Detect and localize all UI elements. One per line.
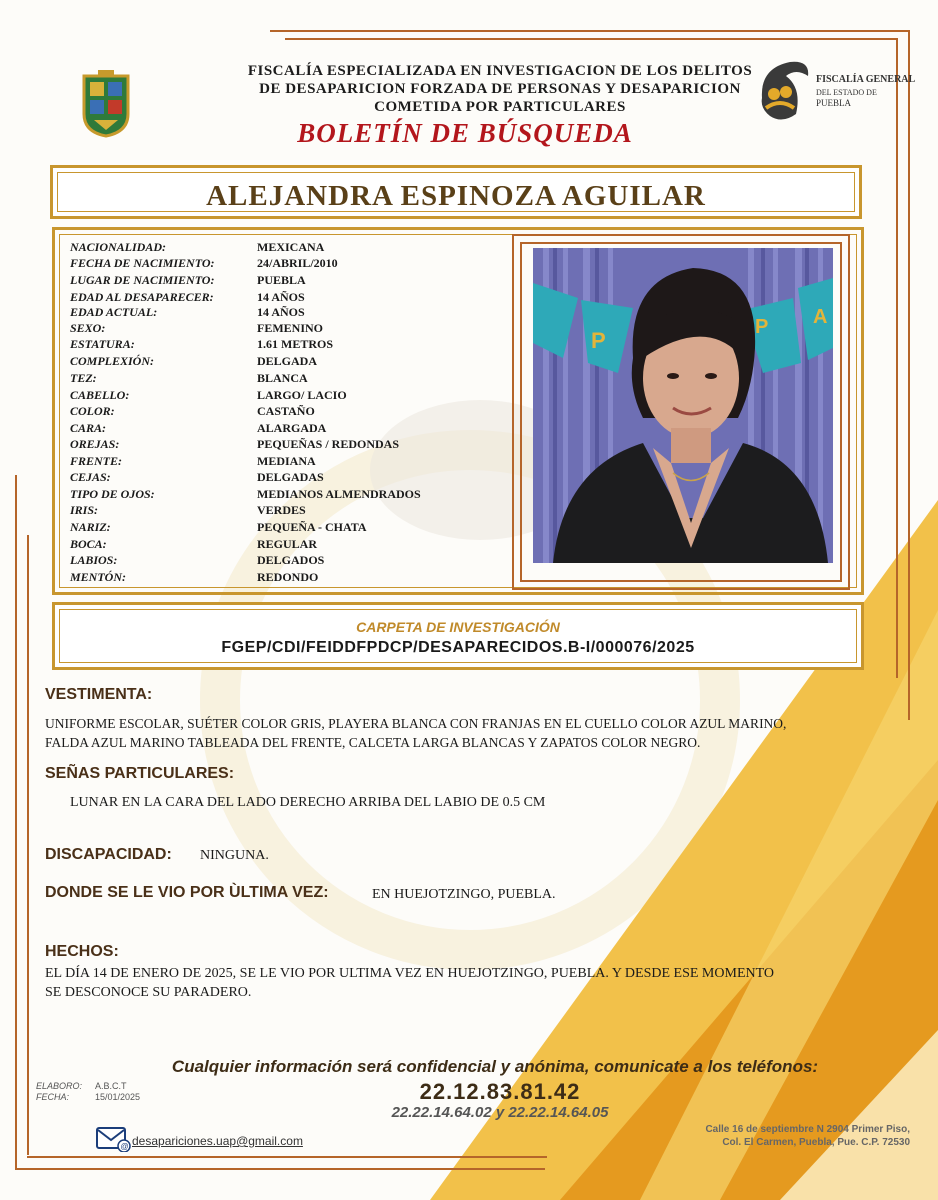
photo-frame-right: [848, 234, 850, 590]
case-file-label: CARPETA DE INVESTIGACIÓN: [356, 619, 560, 635]
fiscalia-logo: [756, 58, 916, 128]
field-value: FEMENINO: [257, 321, 323, 335]
case-file-number: FGEP/CDI/FEIDDFPDCP/DESAPARECIDOS.B-I/000076/2025: [221, 639, 695, 656]
header-line-1: FISCALÍA ESPECIALIZADA EN INVESTIGACION DE LOS DELITOS: [247, 63, 753, 79]
clothing-line-2: FALDA AZUL MARINO TABLEADA DEL FRENTE, CALCETA LARGA BLANCAS Y ZAPATOS COLOR NEGRO.: [45, 735, 701, 750]
photo-illustration: [533, 248, 833, 563]
field-label: LUGAR DE NACIMIENTO:: [70, 273, 215, 287]
elaboro-label: ELABORO:: [36, 1081, 83, 1091]
disability-value: NINGUNA.: [200, 848, 269, 863]
frame-bottom-line-2: [27, 1156, 547, 1158]
field-label: TIPO DE OJOS:: [70, 487, 155, 501]
clothing-line-1: UNIFORME ESCOLAR, SUÉTER COLOR GRIS, PLAYERA BLANCA CON FRANJAS EN EL CUELLO COLOR AZUL MARINO,: [45, 716, 787, 731]
last-seen-heading: DONDE SE LE VIO POR ÙLTIMA VEZ:: [45, 884, 329, 901]
field-value: 14 AÑOS: [257, 290, 305, 304]
frame-top-line-2: [285, 38, 897, 40]
field-label: FRENTE:: [70, 454, 123, 468]
field-label: SEXO:: [70, 321, 106, 335]
photo-frame-top: [512, 234, 848, 236]
main-phone[interactable]: 22.12.83.81.42: [419, 1079, 581, 1104]
name-box: [50, 165, 862, 219]
disability-heading: DISCAPACIDAD:: [45, 846, 172, 863]
header-line-2: DE DESAPARICION FORZADA DE PERSONAS Y DESAPARICION: [259, 81, 741, 97]
address-line-1: Calle 16 de septiembre N 2904 Primer Piso,: [705, 1124, 910, 1135]
elaboro-value: A.B.C.T: [95, 1081, 127, 1091]
photo-frame-left: [512, 234, 514, 590]
email-icon: [95, 1126, 131, 1152]
field-value: MEDIANA: [257, 454, 316, 468]
frame-left-line-2: [27, 535, 29, 1155]
banner-letter-p1: P: [591, 328, 606, 353]
frame-left-line: [15, 475, 17, 1170]
field-value: ALARGADA: [257, 421, 327, 435]
fecha-value: 15/01/2025: [95, 1092, 141, 1102]
facts-heading: HECHOS:: [45, 943, 119, 960]
field-value: BLANCA: [257, 371, 308, 385]
case-file-box: [52, 602, 864, 670]
field-value: CASTAÑO: [257, 404, 315, 418]
field-value: REDONDO: [257, 570, 319, 584]
photo-frame-top-2: [520, 242, 840, 244]
field-value: 1.61 METROS: [257, 337, 334, 351]
logo-line-3: PUEBLA: [816, 98, 852, 108]
field-label: COMPLEXIÓN:: [70, 354, 155, 368]
field-value: PEQUEÑAS / REDONDAS: [257, 437, 400, 451]
photo-frame-right-2: [840, 242, 842, 582]
person-name: ALEJANDRA ESPINOZA AGUILAR: [206, 180, 706, 212]
photo-frame-bottom-2: [520, 580, 842, 582]
field-value: PUEBLA: [257, 273, 306, 287]
distinguishing-marks-heading: SEÑAS PARTICULARES:: [45, 765, 235, 782]
logo-line-1: FISCALÍA GENERAL: [816, 74, 916, 85]
banner-letter-p2: P: [755, 316, 769, 338]
field-label: FECHA DE NACIMIENTO:: [70, 256, 215, 270]
field-label: NARIZ:: [70, 520, 111, 534]
field-value: VERDES: [257, 503, 306, 517]
field-value: DELGADAS: [257, 470, 324, 484]
frame-right-line-2: [896, 38, 898, 678]
last-seen-value: EN HUEJOTZINGO, PUEBLA.: [372, 887, 556, 902]
field-value: LARGO/ LACIO: [257, 388, 347, 402]
photo-frame-left-2: [520, 242, 522, 582]
field-label: COLOR:: [70, 404, 115, 418]
field-value: REGULAR: [257, 537, 318, 551]
photo-frame-bottom: [512, 588, 850, 590]
field-label: EDAD ACTUAL:: [70, 305, 158, 319]
field-label: LABIOS:: [70, 553, 118, 567]
field-label: TEZ:: [70, 371, 97, 385]
field-label: CARA:: [70, 421, 107, 435]
field-value: MEDIANOS ALMENDRADOS: [257, 487, 421, 501]
frame-right-line: [908, 30, 910, 720]
distinguishing-marks-text: LUNAR EN LA CARA DEL LADO DERECHO ARRIBA DEL LABIO DE 0.5 CM: [70, 795, 546, 810]
email-link[interactable]: desapariciones.uap@gmail.com: [132, 1134, 303, 1148]
header-line-3: COMETIDA POR PARTICULARES: [374, 99, 626, 115]
frame-top-line: [270, 30, 910, 32]
frame-bottom-line: [15, 1168, 545, 1170]
field-label: BOCA:: [70, 537, 107, 551]
field-label: EDAD AL DESAPARECER:: [70, 290, 214, 304]
fiscalia-bird-icon: [756, 58, 812, 124]
field-label: CEJAS:: [70, 470, 111, 484]
address-block: [625, 1123, 910, 1149]
field-value: 14 AÑOS: [257, 305, 305, 319]
address-line-2: Col. El Carmen, Puebla, Pue. C.P. 72530: [722, 1137, 910, 1148]
field-value: PEQUEÑA - CHATA: [257, 520, 367, 534]
person-photo: [533, 248, 833, 563]
field-label: CABELLO:: [70, 388, 130, 402]
field-value: DELGADOS: [257, 553, 325, 567]
field-value: DELGADA: [257, 354, 318, 368]
field-value: MEXICANA: [257, 240, 325, 254]
facts-line-2: SE DESCONOCE SU PARADERO.: [45, 985, 252, 1000]
banner-letter-a: A: [813, 306, 828, 328]
field-label: IRIS:: [70, 503, 99, 517]
confidential-notice: Cualquier información será confidencial y anónima, comunicate a los teléfonos:: [171, 1057, 819, 1076]
clothing-heading: VESTIMENTA:: [45, 686, 153, 703]
field-label: MENTÓN:: [70, 570, 126, 584]
field-label: NACIONALIDAD:: [70, 240, 167, 254]
puebla-coat-of-arms-icon: [80, 70, 132, 138]
field-label: OREJAS:: [70, 437, 120, 451]
alternate-phones[interactable]: 22.22.14.64.02 y 22.22.14.64.05: [391, 1104, 609, 1121]
logo-line-2: DEL ESTADO DE: [816, 88, 877, 97]
fecha-label: FECHA:: [36, 1092, 70, 1102]
facts-line-1: EL DÍA 14 DE ENERO DE 2025, SE LE VIO POR ULTIMA VEZ EN HUEJOTZINGO, PUEBLA. Y DESDE ESE MOMENTO: [45, 966, 775, 981]
bulletin-title: BOLETÍN DE BÚSQUEDA: [297, 118, 633, 148]
field-value: 24/ABRIL/2010: [257, 256, 338, 270]
field-label: ESTATURA:: [70, 337, 135, 351]
svg-text:@: @: [120, 1142, 129, 1151]
